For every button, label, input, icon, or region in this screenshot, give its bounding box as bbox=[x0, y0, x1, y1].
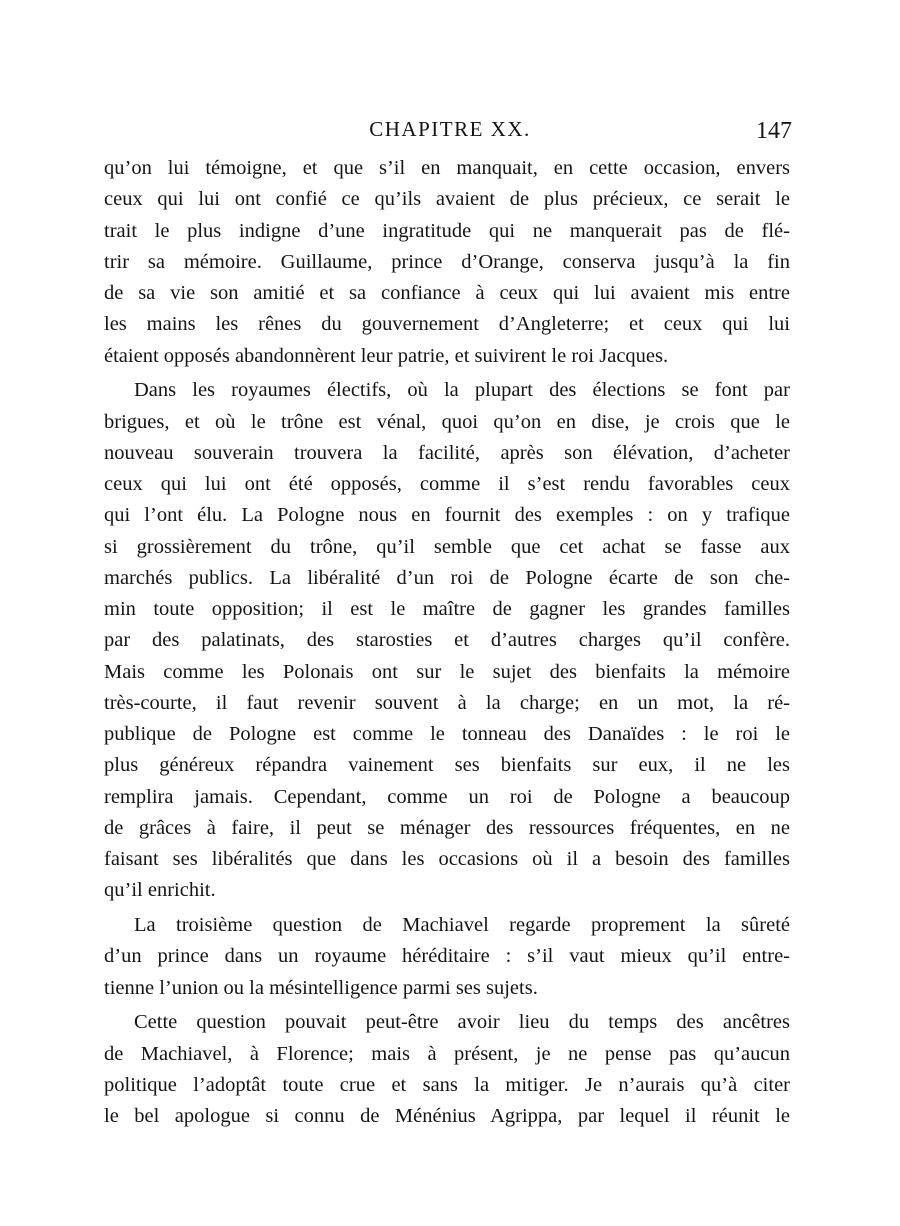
text-line: étaient opposés abandonnèrent leur patrie, et suivirent le roi Jacques. bbox=[104, 344, 669, 367]
text-line: les mains les rênes du gouvernement d’Angleterre; et ceux qui lui bbox=[104, 313, 790, 336]
chapter-title: CHAPITRE XX. bbox=[369, 117, 531, 141]
paragraph bbox=[104, 153, 790, 372]
text-line: remplira jamais. Cependant, comme un roi de Pologne a beaucoup bbox=[104, 785, 790, 808]
text-line: très-courte, il faut revenir souvent à la charge; en un mot, la ré- bbox=[104, 691, 790, 714]
text-line: si grossièrement du trône, qu’il semble que cet achat se fasse aux bbox=[104, 535, 790, 558]
text-line: Cette question pouvait peut-être avoir lieu du temps des ancêtres bbox=[134, 1011, 790, 1034]
text-line: faisant ses libéralités que dans les occasions où il a besoin des familles bbox=[104, 848, 790, 870]
text-line: ceux qui lui ont confié ce qu’ils avaient de plus précieux, ce serait le bbox=[104, 188, 790, 211]
text-line: de sa vie son amitié et sa confiance à ceux qui lui avaient mis entre bbox=[104, 282, 790, 304]
text-line: de Machiavel, à Florence; mais à présent, je ne pense pas qu’aucun bbox=[104, 1042, 790, 1065]
text-line: brigues, et où le trône est vénal, quoi qu’on en dise, je crois que le bbox=[104, 410, 790, 433]
page-number: 147 bbox=[756, 118, 792, 144]
text-line: nouveau souverain trouvera la facilité, après son élévation, d’acheter bbox=[104, 441, 790, 464]
text-line: ceux qui lui ont été opposés, comme il s’est rendu favorables ceux bbox=[104, 473, 790, 495]
text-line: d’un prince dans un royaume héréditaire : s’il vaut mieux qu’il entre- bbox=[104, 945, 790, 968]
text-line: Dans les royaumes électifs, où la plupart des élections se font par bbox=[134, 379, 790, 402]
text-line: politique l’adoptât toute crue et sans la mitiger. Je n’aurais qu’à citer bbox=[104, 1073, 790, 1096]
text-line: qu’on lui témoigne, et que s’il en manquait, en cette occasion, envers bbox=[104, 157, 790, 179]
running-head bbox=[0, 114, 900, 144]
text-line: tienne l’union ou la mésintelligence parmi ses sujets. bbox=[104, 976, 538, 999]
text-line: Mais comme les Polonais ont sur le sujet des bienfaits la mémoire bbox=[104, 660, 790, 683]
paragraph bbox=[104, 375, 790, 906]
text-line: min toute opposition; il est le maître de gagner les grandes familles bbox=[104, 598, 790, 620]
text-line: trir sa mémoire. Guillaume, prince d’Orange, conserva jusqu’à la fin bbox=[104, 250, 790, 273]
text-line: plus généreux répandra vainement ses bienfaits sur eux, il ne les bbox=[104, 754, 790, 777]
body-text bbox=[104, 153, 790, 1132]
text-line: publique de Pologne est comme le tonneau des Danaïdes : le roi le bbox=[104, 723, 790, 745]
text-line: de grâces à faire, il peut se ménager des ressources fréquentes, en ne bbox=[104, 816, 790, 839]
text-line: le bel apologue si connu de Ménénius Agrippa, par lequel il réunit le bbox=[104, 1105, 790, 1127]
text-line: qu’il enrichit. bbox=[104, 879, 216, 902]
text-line: qui l’ont élu. La Pologne nous en fournit des exemples : on y trafique bbox=[104, 504, 790, 527]
text-line: La troisième question de Machiavel regarde proprement la sûreté bbox=[134, 914, 790, 936]
text-line: trait le plus indigne d’une ingratitude qui ne manquerait pas de flé- bbox=[104, 219, 790, 242]
paragraph bbox=[104, 1007, 790, 1132]
paragraph bbox=[104, 910, 790, 1004]
text-line: par des palatinats, des starosties et d’autres charges qu’il confère. bbox=[104, 629, 790, 652]
text-line: marchés publics. La libéralité d’un roi de Pologne écarte de son che- bbox=[104, 566, 790, 589]
